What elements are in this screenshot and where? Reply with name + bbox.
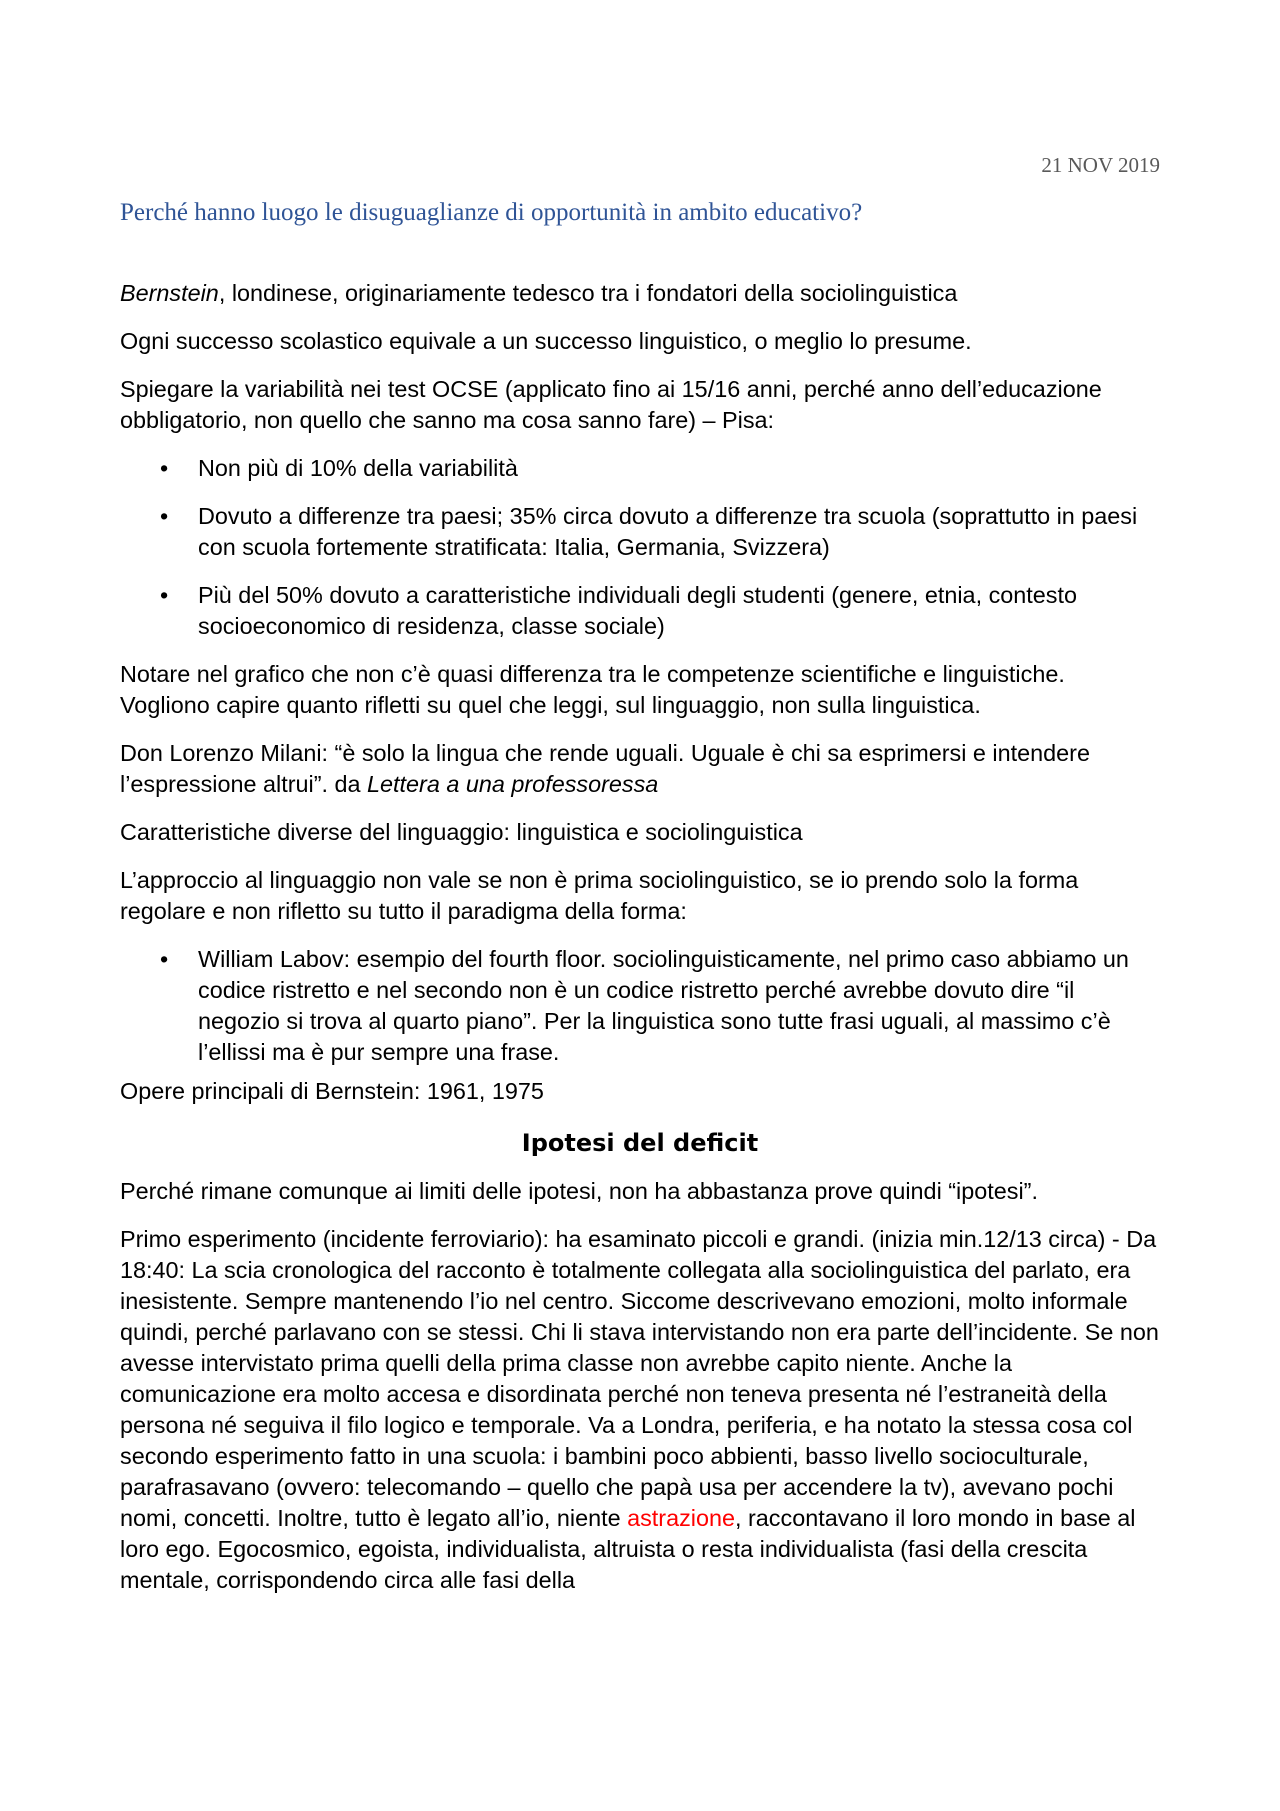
bullet-icon: • (160, 455, 169, 481)
paragraph-works: Opere principali di Bernstein: 1961, 1975 (120, 1078, 544, 1104)
paragraph-graph-note: Notare nel grafico che non c’è quasi differenza tra le competenze scientifiche e linguistiche. Vogliono capire quanto rifletti su quel che leggi, sul linguaggio, non sulla linguistica. (120, 661, 1065, 718)
quote-text: Don Lorenzo Milani: “è solo la lingua che rende uguali. Uguale è chi sa esprimersi e intendere l’espressione altrui”. da (120, 740, 1090, 797)
author-name: Bernstein (120, 280, 219, 306)
list-item (120, 453, 1160, 484)
paragraph-success: Ogni successo scolastico equivale a un successo linguistico, o meglio lo presume. (120, 328, 972, 354)
bullet-icon: • (160, 946, 169, 972)
bullet-icon: • (160, 503, 169, 529)
highlighted-word: astrazione (627, 1505, 736, 1531)
labov-list (120, 944, 1160, 1068)
paragraph-bernstein (120, 278, 1160, 309)
paragraph-text: Primo esperimento (incidente ferroviario): ha esaminato piccoli e grandi. (inizia min.12/13 circa) - Da 18:40: La scia cronologica del racconto è totalmente collegata alla sociolinguistica del parlato, era inesistente. Sempre mantenendo l’io nel centro. Siccome descrivevano emozioni, molto informale quindi, perché parlavano con se stessi. Chi li stava intervistando non era parte dell’incidente. Se non avesse intervistato prima quelli della prima classe non avrebbe capito niente. Anche la comunicazione era molto accesa e disordinata perché non teneva presenta né l’estraneità della persona né seguiva il filo logico e temporale. Va a Londra, periferia, e ha notato la stessa cosa col secondo esperimento fatto in una scuola: i bambini poco abbienti, basso livello socioculturale, parafrasavano (ovvero: telecomando – quello che papà usa per accendere la tv), avevano pochi nomi, concetti. Inoltre, tutto è legato all’io, niente (120, 1226, 1159, 1531)
book-title: Lettera a una professoressa (367, 771, 659, 797)
paragraph-text: , londinese, originariamente tedesco tra i fondatori della sociolinguistica (218, 280, 958, 306)
bullet-icon: • (160, 582, 169, 608)
document-title: Perché hanno luogo le disuguaglianze di opportunità in ambito educativo? (120, 199, 863, 226)
document-body (120, 278, 1160, 1613)
paragraph-experiment (120, 1224, 1160, 1596)
variability-list (120, 453, 1160, 642)
list-item (120, 944, 1160, 1068)
section-heading: Ipotesi del deficit (521, 1129, 759, 1157)
list-item-text: Più del 50% dovuto a caratteristiche individuali degli studenti (genere, etnia, contesto socioeconomico di residenza, classe sociale) (198, 582, 1077, 639)
paragraph-ocse: Spiegare la variabilità nei test OCSE (applicato fino ai 15/16 anni, perché anno dell’educazione obbligatorio, non quello che sanno ma cosa sanno fare) – Pisa: (120, 376, 1102, 433)
paragraph-milani (120, 738, 1160, 800)
list-item (120, 501, 1160, 563)
paragraph-hypothesis: Perché rimane comunque ai limiti delle ipotesi, non ha abbastanza prove quindi “ipotesi”. (120, 1178, 1038, 1204)
paragraph-approach: L’approccio al linguaggio non vale se non è prima sociolinguistico, se io prendo solo la forma regolare e non rifletto su tutto il paradigma della forma: (120, 867, 1079, 924)
list-item-text: Dovuto a differenze tra paesi; 35% circa dovuto a differenze tra scuola (soprattutto in paesi con scuola fortemente stratificata: Italia, Germania, Svizzera) (198, 503, 1138, 560)
document-date: 21 NOV 2019 (1041, 153, 1160, 177)
list-item (120, 580, 1160, 642)
paragraph-characteristics: Caratteristiche diverse del linguaggio: linguistica e sociolinguistica (120, 819, 803, 845)
list-item-text: William Labov: esempio del fourth floor. sociolinguisticamente, nel primo caso abbiamo un codice ristretto e nel secondo non è un codice ristretto perché avrebbe dovuto dire “il negozio si trova al quarto piano”. Per la linguistica sono tutte frasi uguali, al massimo c’è l’ellissi ma è pur sempre una frase. (198, 946, 1129, 1065)
list-item-text: Non più di 10% della variabilità (198, 455, 518, 481)
paragraph-text: , raccontavano il loro mondo in base al loro ego. Egocosmico, egoista, individualista, altruista o resta individualista (fasi della crescita mentale, corrispondendo circa alle fasi della (120, 1505, 1136, 1593)
